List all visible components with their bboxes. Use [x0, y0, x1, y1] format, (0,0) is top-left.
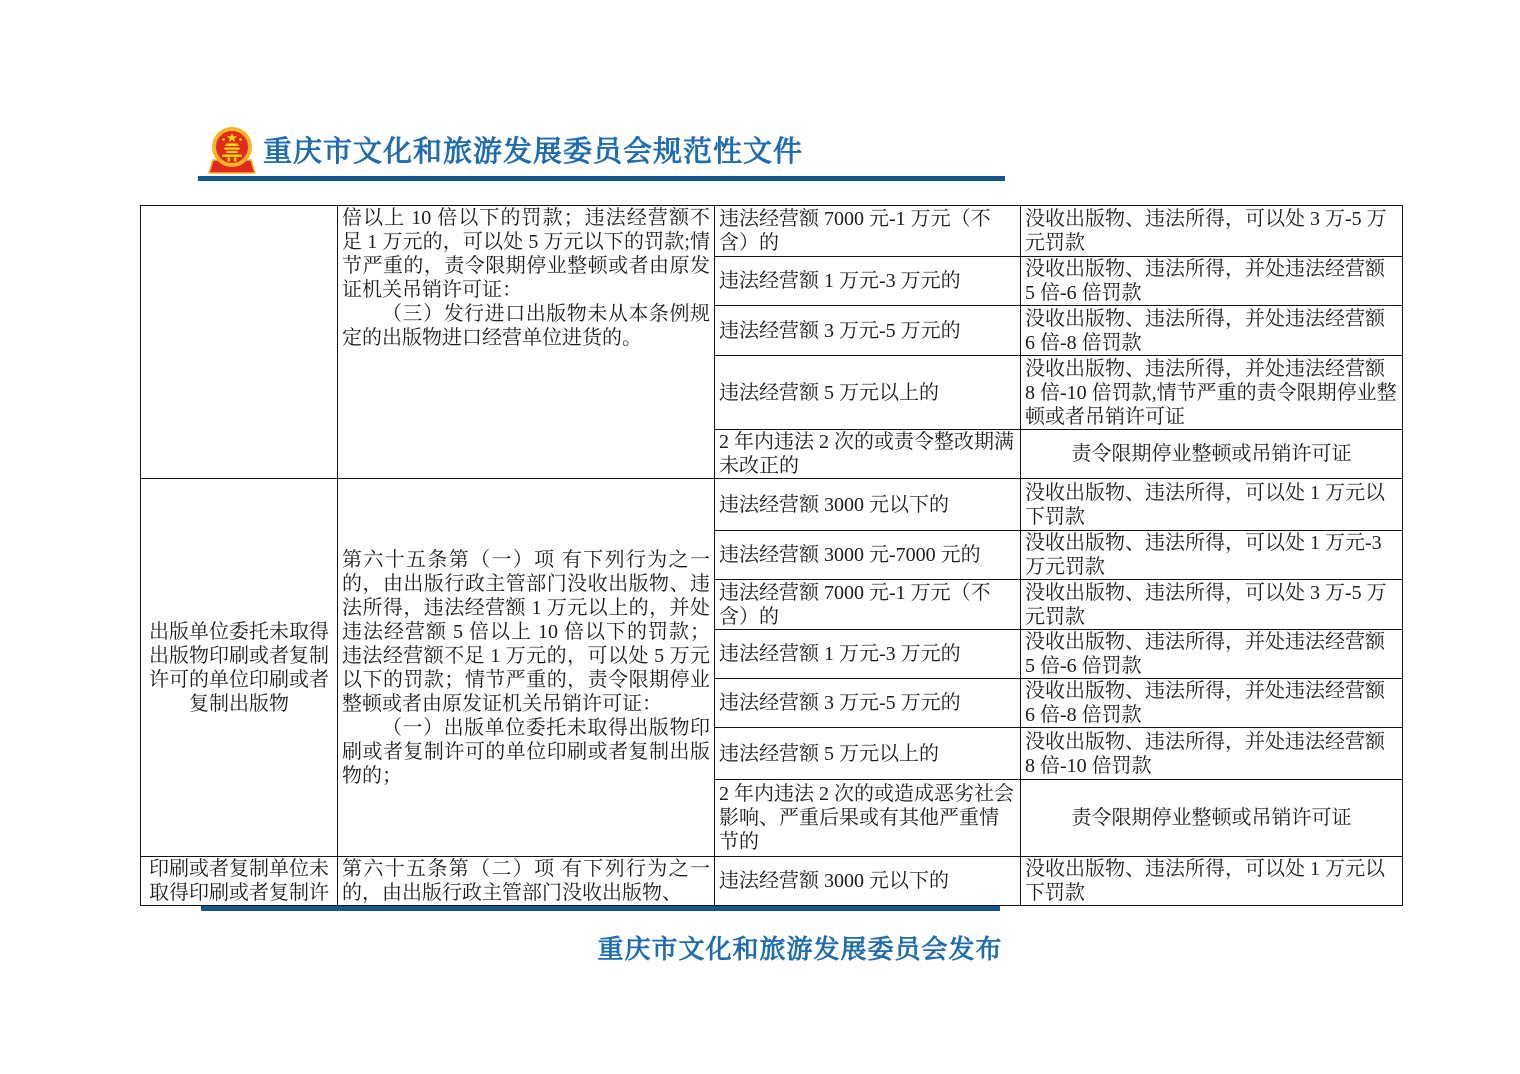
- penalty-cell: 没收出版物、违法所得，可以处 1 万元以下罚款: [1021, 479, 1403, 531]
- page-title: 重庆市文化和旅游发展委员会规范性文件: [263, 136, 804, 168]
- penalty-cell: 没收出版物、违法所得，并处违法经营额 5 倍-6 倍罚款: [1021, 630, 1403, 679]
- penalty-cell: 责令限期停业整顿或吊销许可证: [1021, 430, 1403, 479]
- subject-cell: 印刷或者复制单位未取得印刷或者复制许: [141, 857, 338, 906]
- violation-amount-cell: 违法经营额 5 万元以上的: [715, 356, 1021, 430]
- violation-amount-cell: 违法经营额 3000 元-7000 元的: [715, 531, 1021, 580]
- violation-amount-cell: 违法经营额 3 万元-5 万元的: [715, 679, 1021, 728]
- legal-basis-paragraph: 第六十五条第（一）项 有下列行为之一的，由出版行政主管部门没收出版物、违法所得，违法经营额 1 万元以上的，并处违法经营额 5 倍以上 10 倍以下的罚款；违法经营额不足 1 万元的，可以处 5 万元以下的罚款；情节严重的，责令限期停业整顿或者由原发证机关吊销许可证：: [342, 548, 710, 715]
- penalty-cell: 责令限期停业整顿或吊销许可证: [1021, 780, 1403, 857]
- violation-amount-cell: 违法经营额 3000 元以下的: [715, 479, 1021, 531]
- subject-cell: [141, 206, 338, 479]
- violation-amount-cell: 违法经营额 3 万元-5 万元的: [715, 306, 1021, 356]
- penalty-cell: 没收出版物、违法所得，并处违法经营额 6 倍-8 倍罚款: [1021, 679, 1403, 728]
- subject-cell: 出版单位委托未取得出版物印刷或者复制许可的单位印刷或者复制出版物: [141, 479, 338, 857]
- penalty-cell: 没收出版物、违法所得，可以处 3 万-5 万元罚款: [1021, 206, 1403, 257]
- penalty-cell: 没收出版物、违法所得，并处违法经营额 5 倍-6 倍罚款: [1021, 257, 1403, 306]
- legal-basis-cell: [338, 479, 715, 857]
- violation-amount-cell: 违法经营额 7000 元-1 万元（不含）的: [715, 580, 1021, 630]
- violation-amount-cell: 违法经营额 5 万元以上的: [715, 728, 1021, 780]
- publisher-line: 重庆市文化和旅游发展委员会发布: [597, 935, 1003, 964]
- violation-amount-cell: 违法经营额 3000 元以下的: [715, 857, 1021, 906]
- legal-basis-paragraph: 第六十五条第（二）项 有下列行为之一的，由出版行政主管部门没收出版物、: [342, 858, 710, 904]
- header-rule: [198, 176, 1005, 181]
- penalty-cell: 没收出版物、违法所得，并处违法经营额 8 倍-10 倍罚款,情节严重的责令限期停业整顿或者吊销许可证: [1021, 356, 1403, 430]
- penalty-cell: 没收出版物、违法所得，并处违法经营额 8 倍-10 倍罚款: [1021, 728, 1403, 780]
- violation-amount-cell: 违法经营额 7000 元-1 万元（不含）的: [715, 206, 1021, 257]
- legal-basis-paragraph: （一）出版单位委托未取得出版物印刷或者复制许可的单位印刷或者复制出版物的；: [342, 716, 710, 787]
- violation-amount-cell: 违法经营额 1 万元-3 万元的: [715, 630, 1021, 679]
- penalty-table: [140, 205, 1403, 906]
- legal-basis-cell: [338, 206, 715, 479]
- penalty-cell: 没收出版物、违法所得，可以处 3 万-5 万元罚款: [1021, 580, 1403, 630]
- legal-basis-paragraph: 倍以上 10 倍以下的罚款；违法经营额不足 1 万元的，可以处 5 万元以下的罚款;情节严重的，责令限期停业整顿或者由原发证机关吊销许可证：: [342, 207, 710, 301]
- violation-amount-cell: 2 年内违法 2 次的或造成恶劣社会影响、严重后果或有其他严重情节的: [715, 780, 1021, 857]
- legal-basis-paragraph: （三）发行进口出版物未从本条例规定的出版物进口经营单位进货的。: [342, 303, 710, 349]
- penalty-cell: 没收出版物、违法所得，可以处 1 万元以下罚款: [1021, 857, 1403, 906]
- violation-amount-cell: 2 年内违法 2 次的或责令整改期满未改正的: [715, 430, 1021, 479]
- penalty-cell: 没收出版物、违法所得，并处违法经营额 6 倍-8 倍罚款: [1021, 306, 1403, 356]
- footer-rule: [201, 906, 1000, 911]
- penalty-cell: 没收出版物、违法所得，可以处 1 万元-3 万元罚款: [1021, 531, 1403, 580]
- legal-basis-cell: [338, 857, 715, 906]
- national-emblem-icon: [206, 126, 258, 176]
- violation-amount-cell: 违法经营额 1 万元-3 万元的: [715, 257, 1021, 306]
